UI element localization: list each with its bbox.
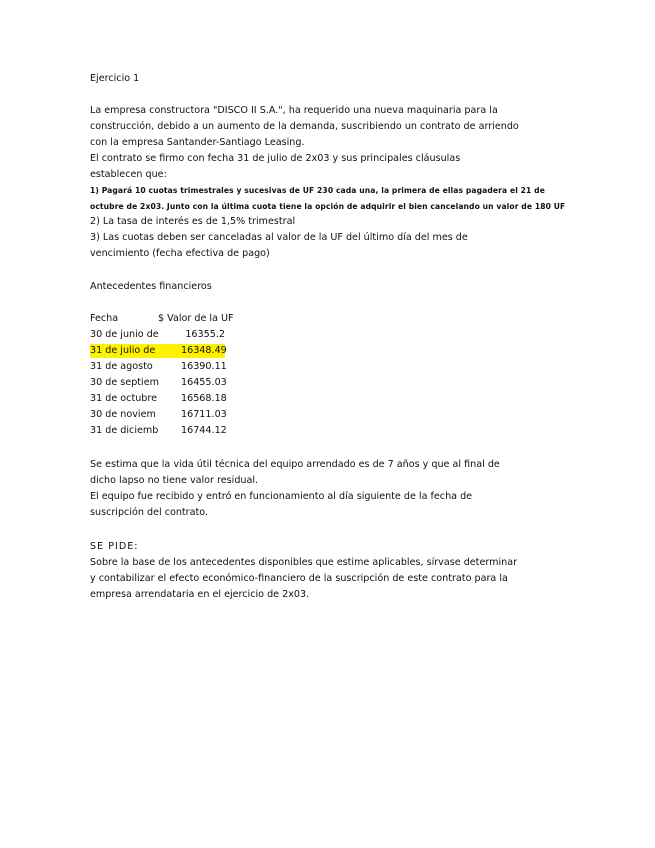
exercise-title: Ejercicio 1 [90, 73, 140, 84]
intro-line: La empresa constructora "DISCO II S.A.", ha requerido una nueva maquinaria para la [90, 105, 498, 116]
clause-3-line: 3) Las cuotas deben ser canceladas al valor de la UF del último día del mes de [90, 232, 468, 243]
row-date: 31 de octubre [90, 393, 158, 404]
se-pide-line: Sobre la base de los antecedentes disponibles que estime aplicables, sírvase determinar [90, 557, 518, 568]
table-row-highlighted [90, 344, 225, 358]
clause-3-line: vencimiento (fecha efectiva de pago) [90, 248, 270, 259]
row-date: 30 de junio de [90, 329, 159, 340]
table-row [90, 392, 230, 406]
table-row [90, 376, 230, 390]
clause-2: 2) La tasa de interés es de 1,5% trimestral [90, 216, 296, 227]
se-pide-line: y contabilizar el efecto económico-financiero de la suscripción de este contrato para la [90, 573, 508, 584]
table-row [90, 408, 230, 422]
row-value: 16390.11 [181, 361, 227, 372]
table-row [90, 328, 230, 342]
vida-util-line: suscripción del contrato. [90, 507, 209, 518]
table-row [90, 424, 230, 438]
intro-line: establecen que: [90, 169, 167, 180]
vida-util-line: Se estima que la vida útil técnica del equipo arrendado es de 7 años y que al final de [90, 459, 500, 470]
header-value: $ Valor de la UF [158, 313, 234, 324]
row-date: 30 de septiem [90, 377, 159, 388]
row-value: 16355.2 [185, 329, 225, 340]
row-value: 16455.03 [181, 377, 227, 388]
row-value: 16711.03 [181, 409, 227, 420]
intro-line: con la empresa Santander-Santiago Leasing. [90, 137, 305, 148]
se-pide-heading: SE PIDE: [90, 541, 139, 552]
row-value: 16744.12 [181, 425, 227, 436]
row-value: 16568.18 [181, 393, 227, 404]
intro-line: El contrato se firmo con fecha 31 de julio de 2x03 y sus principales cláusulas [90, 153, 461, 164]
row-date: 31 de agosto [90, 361, 153, 372]
row-date: 31 de diciemb [90, 425, 159, 436]
vida-util-line: dicho lapso no tiene valor residual. [90, 475, 259, 486]
clause-1-line: octubre de 2x03. Junto con la última cuota tiene la opción de adquirir el bien cancelando un valor de 180 UF [90, 202, 566, 211]
row-date: 31 de julio de [90, 345, 156, 356]
antecedentes-heading: Antecedentes financieros [90, 281, 212, 292]
table-header [90, 312, 250, 326]
header-date: Fecha [90, 313, 119, 324]
row-date: 30 de noviem [90, 409, 156, 420]
clause-1-line: 1) Pagará 10 cuotas trimestrales y sucesivas de UF 230 cada una, la primera de ellas pagadera el 21 de [90, 186, 545, 195]
vida-util-line: El equipo fue recibido y entró en funcionamiento al día siguiente de la fecha de [90, 491, 473, 502]
se-pide-line: empresa arrendataria en el ejercicio de 2x03. [90, 589, 310, 600]
row-value: 16348.49 [181, 345, 227, 356]
table-row [90, 360, 230, 374]
intro-line: construcción, debido a un aumento de la demanda, suscribiendo un contrato de arriendo [90, 121, 519, 132]
